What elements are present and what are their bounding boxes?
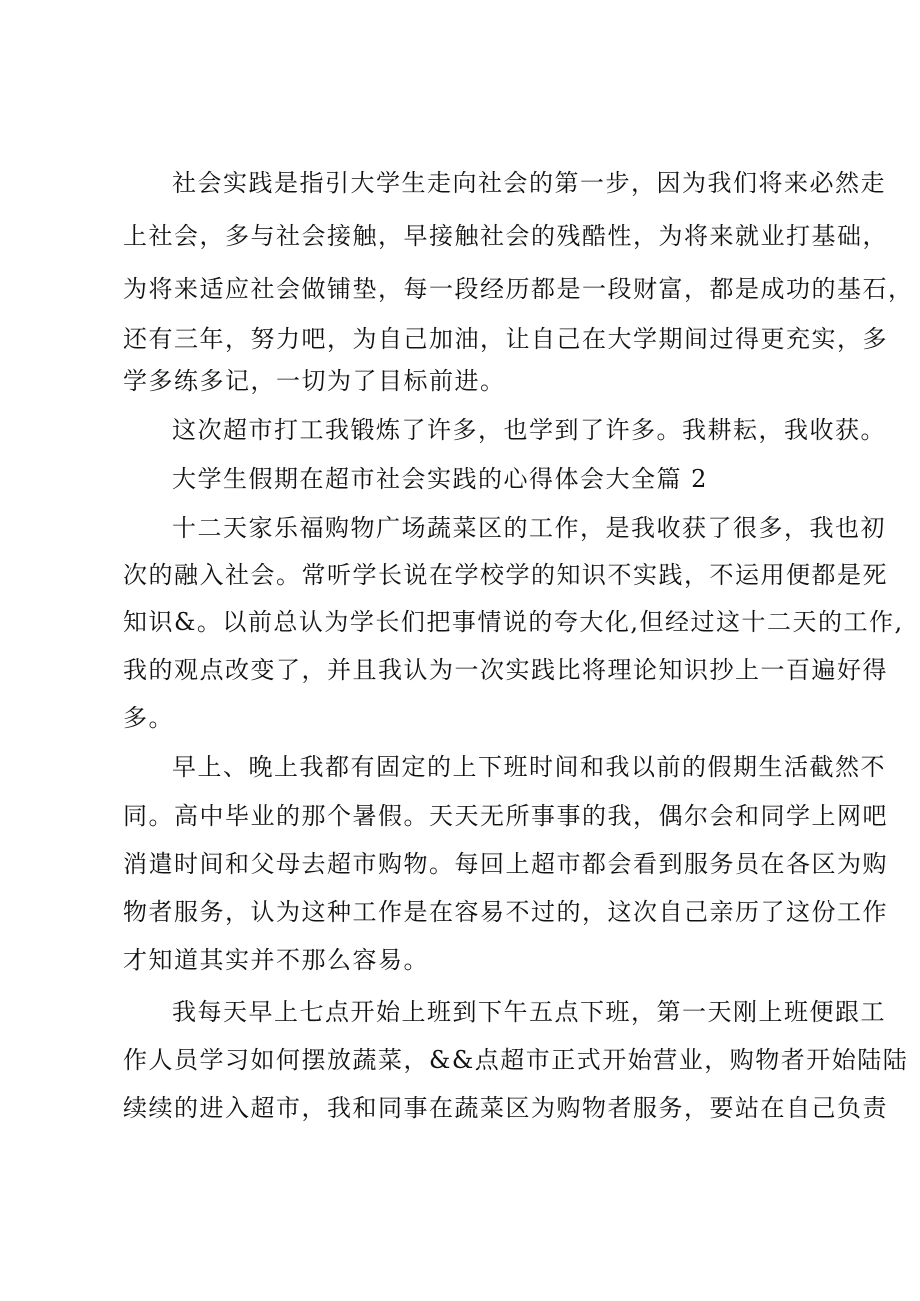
text-line: 消遣时间和父母去超市购物。每回上超市都会看到服务员在各区为购 <box>123 850 888 878</box>
text-line: 我每天早上七点开始上班到下午五点下班，第一天刚上班便跟工 <box>172 998 886 1026</box>
text-line: 同。高中毕业的那个暑假。天天无所事事的我，偶尔会和同学上网吧 <box>123 802 888 830</box>
text-line: 十二天家乐福购物广场蔬菜区的工作，是我收获了很多，我也初 <box>172 514 886 542</box>
text-line: 还有三年，努力吧，为自己加油，让自己在大学期间过得更充实，多 <box>123 325 888 353</box>
text-line: 次的融入社会。常听学长说在学校学的知识不实践，不运用便都是死 <box>123 561 888 589</box>
text-line: 知识&。以前总认为学长们把事情说的夸大化,但经过这十二天的工作, <box>123 608 904 636</box>
section-heading: 大学生假期在超市社会实践的心得体会大全篇 2 <box>172 465 708 493</box>
text-line: 学多练多记，一切为了目标前进。 <box>123 367 506 395</box>
text-line: 这次超市打工我锻炼了许多，也学到了许多。我耕耘，我收获。 <box>172 416 886 444</box>
text-line: 为将来适应社会做铺垫，每一段经历都是一段财富，都是成功的基石， <box>123 275 914 303</box>
text-line: 早上、晚上我都有固定的上下班时间和我以前的假期生活截然不 <box>172 753 886 781</box>
text-line: 社会实践是指引大学生走向社会的第一步，因为我们将来必然走 <box>172 169 886 197</box>
text-line: 作人员学习如何摆放蔬菜，&&点超市正式开始营业，购物者开始陆陆 <box>123 1046 909 1074</box>
text-line: 物者服务，认为这种工作是在容易不过的，这次自己亲历了这份工作 <box>123 898 888 926</box>
text-line: 续续的进入超市，我和同事在蔬菜区为购物者服务，要站在自己负责 <box>123 1094 888 1122</box>
text-line: 我的观点改变了，并且我认为一次实践比将理论知识抄上一百遍好得 <box>123 656 888 684</box>
text-line: 多。 <box>123 704 174 732</box>
text-line: 上社会，多与社会接触，早接触社会的残酷性，为将来就业打基础， <box>123 222 888 250</box>
text-line: 才知道其实并不那么容易。 <box>123 946 429 974</box>
